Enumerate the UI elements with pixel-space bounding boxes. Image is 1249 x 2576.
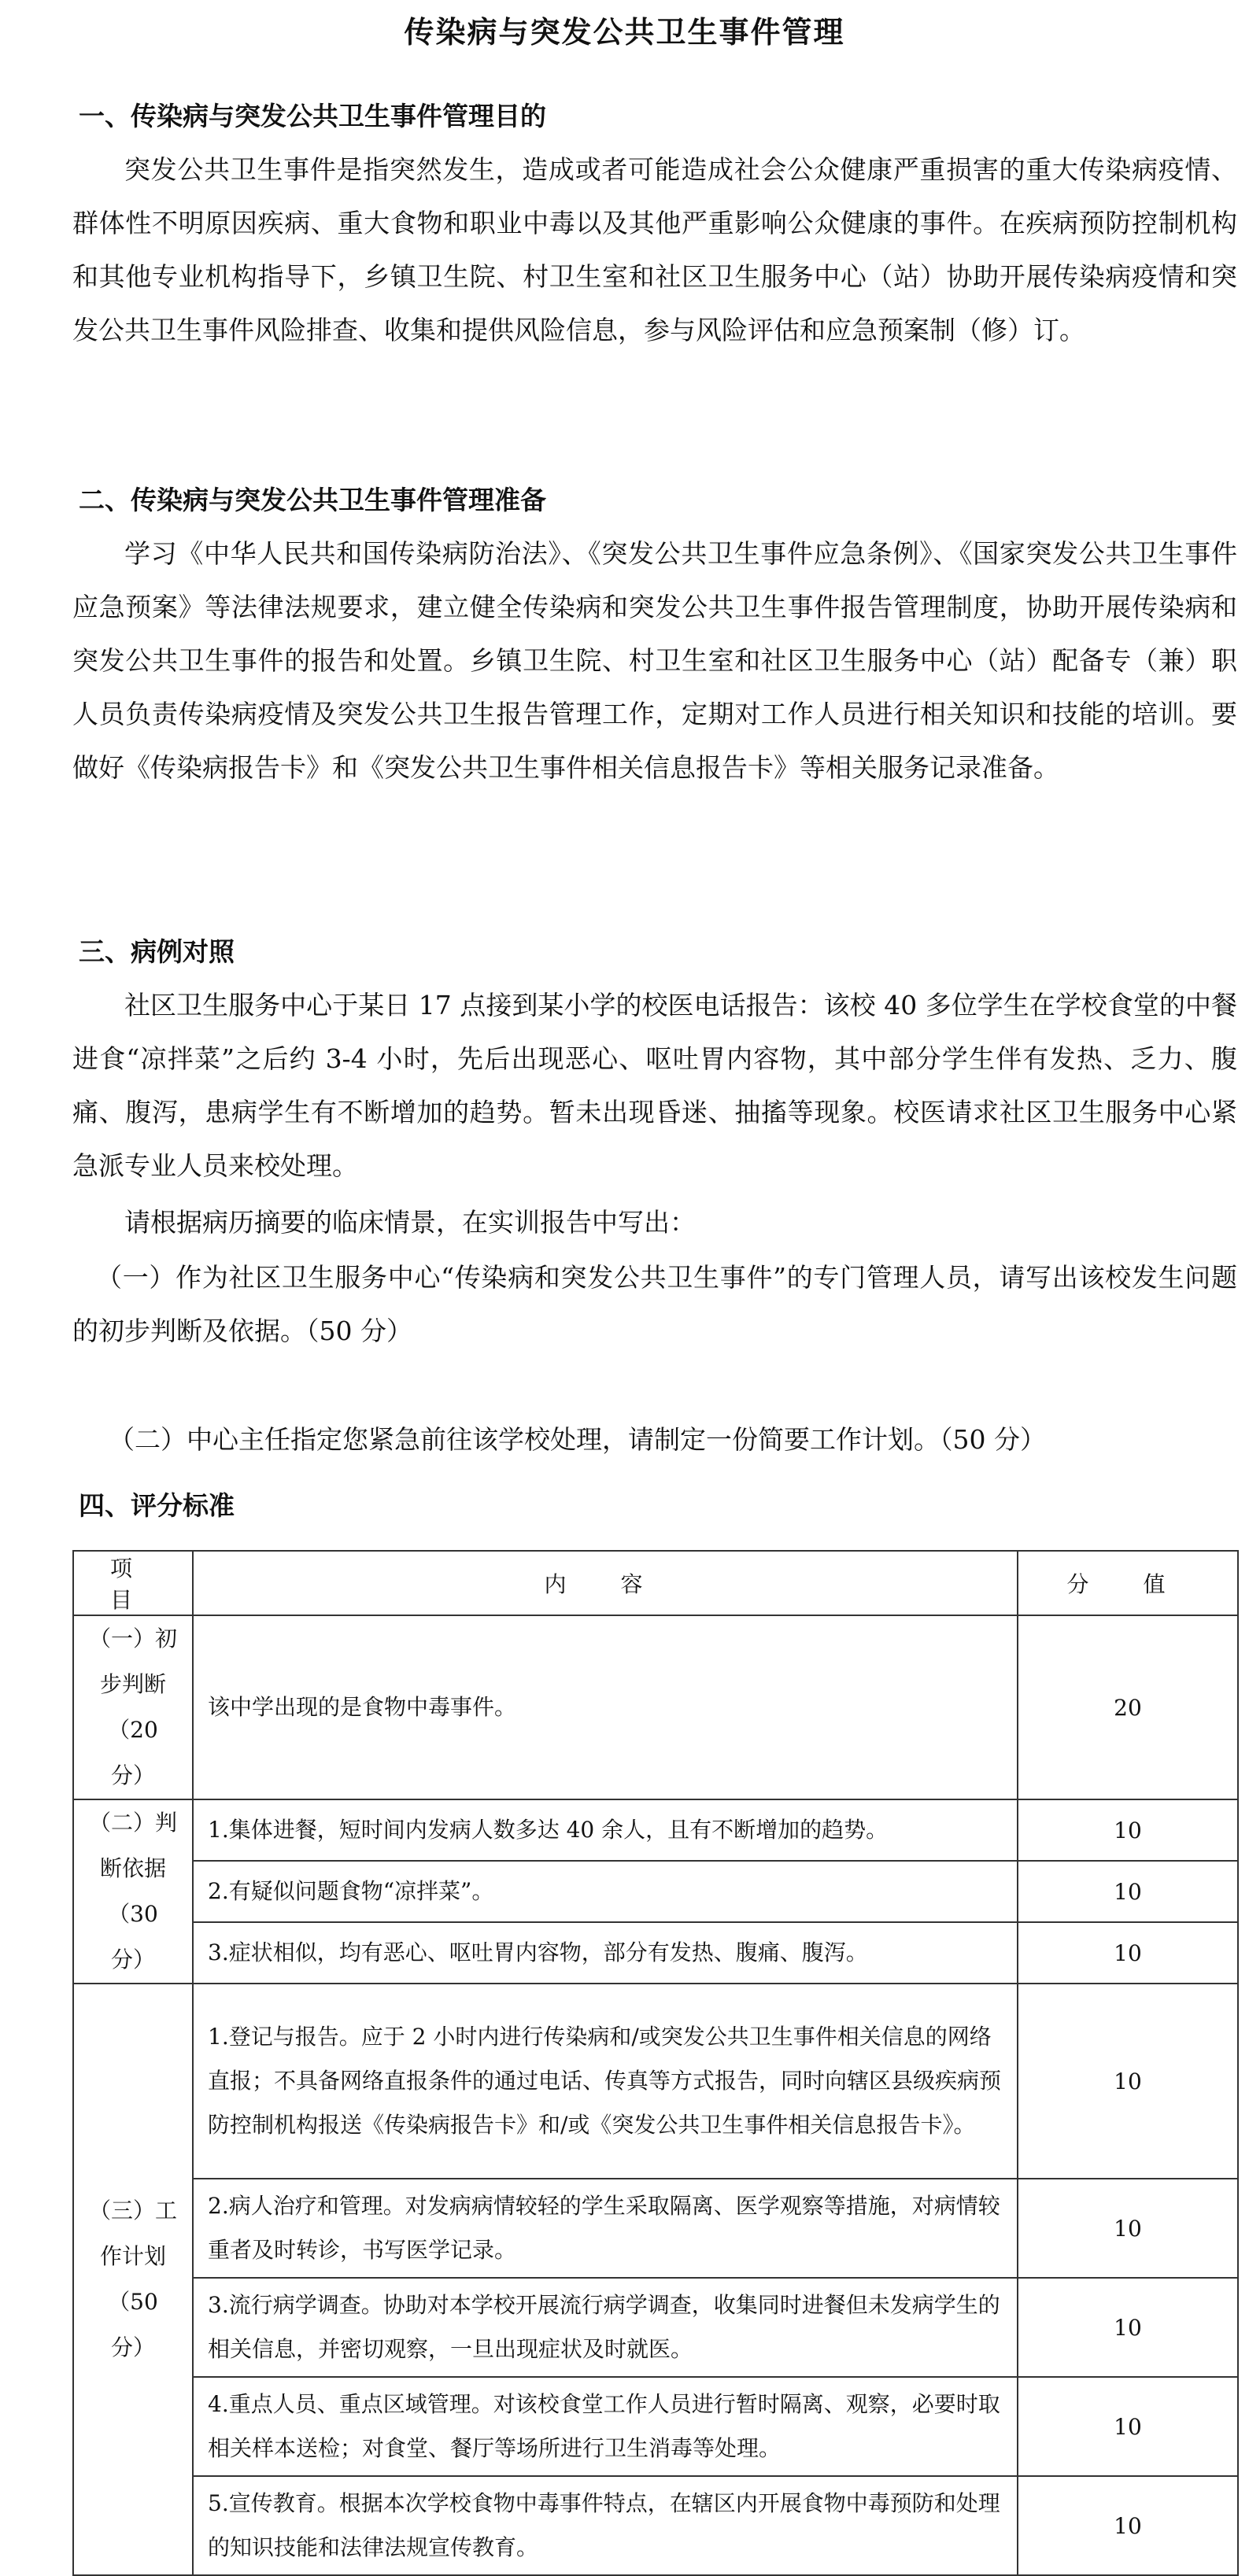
row-score: 10 (1018, 1922, 1238, 1984)
table-row (73, 1861, 1238, 1922)
table-row (73, 2278, 1238, 2377)
section-3-prompt: 请根据病历摘要的临床情景，在实训报告中写出： (124, 1207, 696, 1238)
table-row (73, 1984, 1238, 2179)
section-2-heading: 二、传染病与突发公共卫生事件管理准备 (79, 485, 546, 515)
document-title: 传染病与突发公共卫生事件管理 (404, 14, 845, 50)
section-1-text: 突发公共卫生事件是指突然发生，造成或者可能造成社会公众健康严重损害的重大传染病疫情、群体性不明原因疾病、重大食物和职业中毒以及其他严重影响公众健康的事件。在疾病预防控制机构和其他专业机构指导下，乡镇卫生院、村卫生室和社区卫生服务中心（站）协助开展传染病疫情和突发公共卫生事件风险排查、收集和提供风险信息，参与风险评估和应急预案制（修）订。 (72, 154, 1237, 345)
section-1-heading: 一、传染病与突发公共卫生事件管理目的 (79, 101, 546, 131)
section-3-heading: 三、病例对照 (79, 936, 235, 967)
table-row (73, 1799, 1238, 1861)
row-score: 10 (1018, 1799, 1238, 1861)
table-row (73, 2377, 1238, 2476)
group-2-item (73, 1799, 193, 1984)
group-3-points: （50 分） (108, 2289, 158, 2360)
row-content: 4.重点人员、重点区域管理。对该校食堂工作人员进行暂时隔离、观察，必要时取相关样本送检；对食堂、餐厅等场所进行卫生消毒等处理。 (193, 2377, 1018, 2476)
table-row (73, 1922, 1238, 1984)
header-item: 项 目 (73, 1551, 193, 1615)
section-3-question-2: （二）中心主任指定您紧急前往该学校处理，请制定一份简要工作计划。（50 分） (109, 1424, 1046, 1455)
section-4-heading: 四、评分标准 (79, 1490, 235, 1521)
row-content: 该中学出现的是食物中毒事件。 (193, 1615, 1018, 1799)
group-1-points: （20 分） (108, 1717, 158, 1788)
row-content: 2.有疑似问题食物“凉拌菜”。 (193, 1861, 1018, 1922)
group-3-item (73, 1984, 193, 2575)
header-score: 分 值 (1018, 1551, 1238, 1615)
table-row (73, 2179, 1238, 2278)
row-content: 2.病人治疗和管理。对发病病情较轻的学生采取隔离、医学观察等措施，对病情较重者及时转诊，书写医学记录。 (193, 2179, 1018, 2278)
row-score: 10 (1018, 2377, 1238, 2476)
group-2-label: （二）判断依据 (88, 1810, 177, 1881)
row-content: 1.登记与报告。应于 2 小时内进行传染病和/或突发公共卫生事件相关信息的网络直报；不具备网络直报条件的通过电话、传真等方式报告，同时向辖区县级疾病预防控制机构报送《传染病报告卡》和/或《突发公共卫生事件相关信息报告卡》。 (193, 1984, 1018, 2179)
group-1-item (73, 1615, 193, 1799)
row-score: 10 (1018, 1861, 1238, 1922)
group-3-label: （三）工作计划 (88, 2198, 177, 2269)
group-2-points: （30 分） (108, 1901, 158, 1973)
table-row (73, 1615, 1238, 1799)
header-content: 内 容 (193, 1551, 1018, 1615)
section-3-text: 社区卫生服务中心于某日 17 点接到某小学的校医电话报告：该校 40 多位学生在学校食堂的中餐进食“凉拌菜”之后约 3-4 小时，先后出现恶心、呕吐胃内容物，其中部分学生伴有发热、乏力、腹痛、腹泻，患病学生有不断增加的趋势。暂未出现昏迷、抽搐等现象。校医请求社区卫生服务中心紧急派专业人员来校处理。 (72, 990, 1237, 1181)
row-score: 20 (1018, 1615, 1238, 1799)
row-content: 5.宣传教育。根据本次学校食物中毒事件特点，在辖区内开展食物中毒预防和处理的知识技能和法律法规宣传教育。 (193, 2476, 1018, 2575)
scoring-table (72, 1550, 1239, 2576)
row-content: 1.集体进餐，短时间内发病人数多达 40 余人，且有不断增加的趋势。 (193, 1799, 1018, 1861)
row-score: 10 (1018, 2179, 1238, 2278)
table-header-row (73, 1551, 1238, 1615)
table-row (73, 2476, 1238, 2575)
row-score: 10 (1018, 2476, 1238, 2575)
row-content: 3.流行病学调查。协助对本学校开展流行病学调查，收集同时进餐但未发病学生的相关信息，并密切观察，一旦出现症状及时就医。 (193, 2278, 1018, 2377)
group-1-label: （一）初步判断 (88, 1626, 177, 1697)
row-content: 3.症状相似，均有恶心、呕吐胃内容物，部分有发热、腹痛、腹泻。 (193, 1922, 1018, 1984)
row-score: 10 (1018, 2278, 1238, 2377)
section-3-question-1: （一）作为社区卫生服务中心“传染病和突发公共卫生事件”的专门管理人员，请写出该校发生问题的初步判断及依据。（50 分） (72, 1262, 1237, 1346)
section-2-text: 学习《中华人民共和国传染病防治法》、《突发公共卫生事件应急条例》、《国家突发公共卫生事件应急预案》等法律法规要求，建立健全传染病和突发公共卫生事件报告管理制度，协助开展传染病和突发公共卫生事件的报告和处置。乡镇卫生院、村卫生室和社区卫生服务中心（站）配备专（兼）职人员负责传染病疫情及突发公共卫生报告管理工作，定期对工作人员进行相关知识和技能的培训。要做好《传染病报告卡》和《突发公共卫生事件相关信息报告卡》等相关服务记录准备。 (72, 538, 1237, 783)
row-score: 10 (1018, 1984, 1238, 2179)
